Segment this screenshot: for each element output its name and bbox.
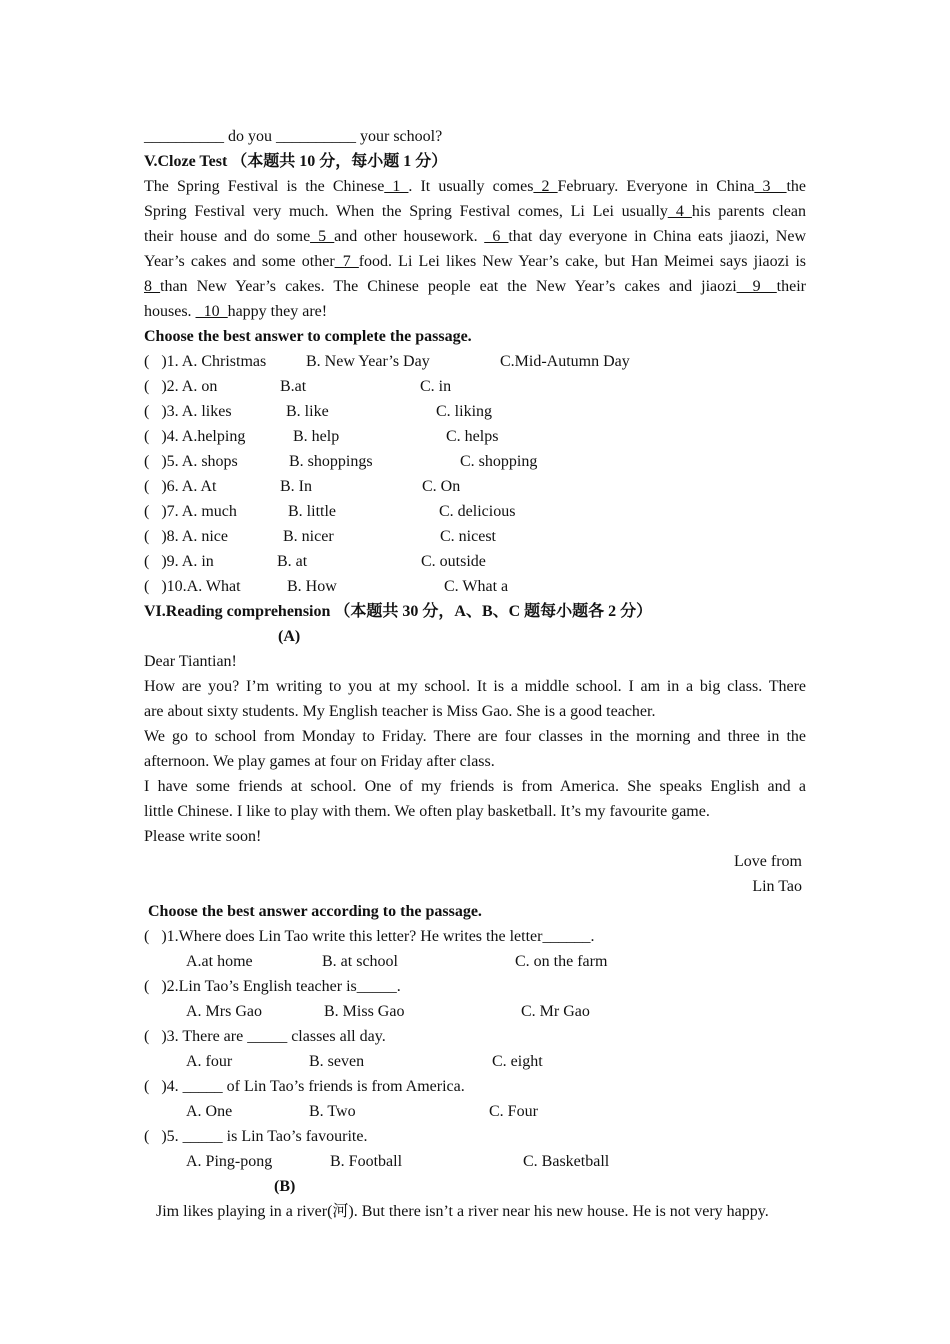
question-stem: ( )6. A. At bbox=[144, 478, 217, 495]
option-c: C. liking bbox=[436, 403, 493, 420]
reading-question-options bbox=[144, 999, 806, 1024]
option-c: C. eight bbox=[492, 1053, 543, 1070]
question-stem: ( )2. A. on bbox=[144, 378, 218, 395]
cloze-text: February. Everyone in China bbox=[557, 178, 755, 195]
option-b: B. How bbox=[287, 578, 337, 595]
letter-paragraph-line: We go to school from Monday to Friday. There are four classes in the morning and three in the bbox=[144, 728, 806, 745]
reading-question-stem: ( )3. There are _____ classes all day. bbox=[144, 1028, 386, 1045]
reading-question-options bbox=[144, 1049, 806, 1074]
option-a: A. One bbox=[186, 1103, 233, 1120]
cloze-text: The Spring Festival is the Chinese bbox=[144, 178, 385, 195]
cloze-text: their bbox=[776, 278, 806, 295]
reading-question-stem: ( )5. _____ is Lin Tao’s favourite. bbox=[144, 1128, 368, 1145]
option-c: C. helps bbox=[446, 428, 499, 445]
option-a: A. Ping-pong bbox=[186, 1153, 273, 1170]
reading-questions bbox=[144, 924, 806, 1174]
cloze-question bbox=[144, 374, 806, 399]
option-b: B. nicer bbox=[283, 528, 334, 545]
option-c: C. Mr Gao bbox=[521, 1003, 590, 1020]
option-b: B. like bbox=[286, 403, 329, 420]
letter-greeting: Dear Tiantian! bbox=[144, 653, 237, 670]
cloze-blank: _7_ bbox=[334, 253, 359, 270]
cloze-question bbox=[144, 349, 806, 374]
cloze-question bbox=[144, 574, 806, 599]
cloze-text: . It usually comes bbox=[408, 178, 534, 195]
cloze-blank: _2_ bbox=[533, 178, 558, 195]
cloze-text: his parents clean bbox=[691, 203, 806, 220]
option-c: C. delicious bbox=[439, 503, 516, 520]
cloze-heading: V.Cloze Test （本题共 10 分，每小题 1 分） bbox=[144, 153, 448, 170]
question-stem: ( )4. A.helping bbox=[144, 428, 246, 445]
option-b: B. help bbox=[293, 428, 340, 445]
reading-heading: VI.Reading comprehension （本题共 30 分，A、B、C 题每小题各 2 分） bbox=[144, 603, 653, 620]
option-a: A.at home bbox=[186, 953, 253, 970]
cloze-instruction: Choose the best answer to complete the passage. bbox=[144, 328, 472, 345]
letter-paragraph-line: I have some friends at school. One of my friends is from America. She speaks English and a bbox=[144, 778, 806, 795]
letter-paragraph-line: How are you? I’m writing to you at my school. It is a middle school. I am in a big class. There bbox=[144, 678, 806, 695]
passage-a-label: (A) bbox=[278, 628, 301, 645]
passage-b-label: (B) bbox=[274, 1178, 296, 1195]
fill-blank-line: __________ do you __________ your school? bbox=[144, 128, 443, 145]
question-stem: ( )10.A. What bbox=[144, 578, 241, 595]
cloze-text: and other housework. bbox=[334, 228, 485, 245]
question-stem: ( )5. A. shops bbox=[144, 453, 238, 470]
reading-instruction: Choose the best answer according to the passage. bbox=[144, 903, 482, 920]
option-a: A. four bbox=[186, 1053, 233, 1070]
cloze-question bbox=[144, 524, 806, 549]
question-stem: ( )3. A. likes bbox=[144, 403, 232, 420]
cloze-line bbox=[144, 274, 806, 299]
letter-paragraph-line: are about sixty students. My English teacher is Miss Gao. She is a good teacher. bbox=[144, 703, 656, 720]
option-c: C. shopping bbox=[460, 453, 538, 470]
cloze-question bbox=[144, 549, 806, 574]
option-c: C. outside bbox=[421, 553, 486, 570]
cloze-question bbox=[144, 474, 806, 499]
option-a: A. Mrs Gao bbox=[186, 1003, 262, 1020]
option-b: B. at bbox=[277, 553, 308, 570]
option-c: C. on the farm bbox=[515, 953, 608, 970]
letter-body bbox=[144, 674, 806, 824]
reading-question-options bbox=[144, 1099, 806, 1124]
cloze-question bbox=[144, 449, 806, 474]
option-c: C.Mid-Autumn Day bbox=[500, 353, 630, 370]
option-c: C. nicest bbox=[440, 528, 496, 545]
cloze-blank: _10_ bbox=[195, 303, 228, 320]
cloze-line bbox=[144, 299, 806, 324]
cloze-blank: _5_ bbox=[310, 228, 335, 245]
letter-paragraph-line: afternoon. We play games at four on Friday after class. bbox=[144, 753, 495, 770]
cloze-text: the bbox=[786, 178, 806, 195]
cloze-passage bbox=[144, 174, 806, 324]
option-b: B. seven bbox=[309, 1053, 365, 1070]
cloze-question bbox=[144, 424, 806, 449]
letter-closing-note: Please write soon! bbox=[144, 828, 262, 845]
cloze-blank: _6_ bbox=[484, 228, 509, 245]
cloze-text: Spring Festival very much. When the Spring Festival comes, Li Lei usually bbox=[144, 203, 668, 220]
reading-question-stem: ( )4. _____ of Lin Tao’s friends is from America. bbox=[144, 1078, 465, 1095]
option-c: C. On bbox=[422, 478, 461, 495]
question-stem: ( )1. A. Christmas bbox=[144, 353, 267, 370]
reading-question-options bbox=[144, 1149, 806, 1174]
cloze-blank: _1_ bbox=[384, 178, 409, 195]
cloze-question bbox=[144, 399, 806, 424]
cloze-text: happy they are! bbox=[227, 303, 328, 320]
question-stem: ( )8. A. nice bbox=[144, 528, 228, 545]
option-b: B.at bbox=[280, 378, 307, 395]
option-b: B. New Year’s Day bbox=[306, 353, 430, 370]
option-b: B. shoppings bbox=[289, 453, 373, 470]
cloze-blank: _3__ bbox=[754, 178, 787, 195]
cloze-line bbox=[144, 249, 806, 274]
option-b: B. little bbox=[288, 503, 336, 520]
option-c: C. What a bbox=[444, 578, 509, 595]
option-b: B. at school bbox=[322, 953, 398, 970]
passage-b-first-line: Jim likes playing in a river(河). But there isn’t a river near his new house. He is not very happy. bbox=[144, 1203, 769, 1220]
cloze-line bbox=[144, 224, 806, 249]
reading-question-stem: ( )1.Where does Lin Tao write this letter? He writes the letter______. bbox=[144, 928, 595, 945]
cloze-text: food. Li Lei likes New Year’s cake, but Han Meimei says jiaozi is bbox=[358, 253, 807, 270]
letter-signature: Lin Tao bbox=[752, 878, 802, 895]
cloze-text: houses. bbox=[144, 303, 196, 320]
option-c: C. in bbox=[420, 378, 452, 395]
question-stem: ( )9. A. in bbox=[144, 553, 214, 570]
cloze-text: than New Year’s cakes. The Chinese people eat the New Year’s cakes and jiaozi bbox=[160, 278, 737, 295]
letter-love-from: Love from bbox=[734, 853, 802, 870]
cloze-text: Year’s cakes and some other bbox=[144, 253, 335, 270]
cloze-questions bbox=[144, 349, 806, 599]
option-c: C. Basketball bbox=[523, 1153, 610, 1170]
cloze-blank: __9__ bbox=[736, 278, 777, 295]
cloze-line bbox=[144, 199, 806, 224]
question-stem: ( )7. A. much bbox=[144, 503, 237, 520]
cloze-line bbox=[144, 174, 806, 199]
cloze-blank: 8_ bbox=[144, 278, 160, 295]
reading-question-options bbox=[144, 949, 806, 974]
cloze-blank: _4_ bbox=[667, 203, 692, 220]
worksheet-page bbox=[144, 124, 806, 1224]
letter-paragraph-line: little Chinese. I like to play with them. We often play basketball. It’s my favourite game. bbox=[144, 803, 710, 820]
cloze-text: that day everyone in China eats jiaozi, New bbox=[508, 228, 807, 245]
option-c: C. Four bbox=[489, 1103, 538, 1120]
cloze-question bbox=[144, 499, 806, 524]
cloze-text: their house and do some bbox=[144, 228, 311, 245]
reading-question-stem: ( )2.Lin Tao’s English teacher is_____. bbox=[144, 978, 401, 995]
option-b: B. Miss Gao bbox=[324, 1003, 405, 1020]
option-b: B. Football bbox=[330, 1153, 403, 1170]
option-b: B. In bbox=[280, 478, 312, 495]
option-b: B. Two bbox=[309, 1103, 356, 1120]
